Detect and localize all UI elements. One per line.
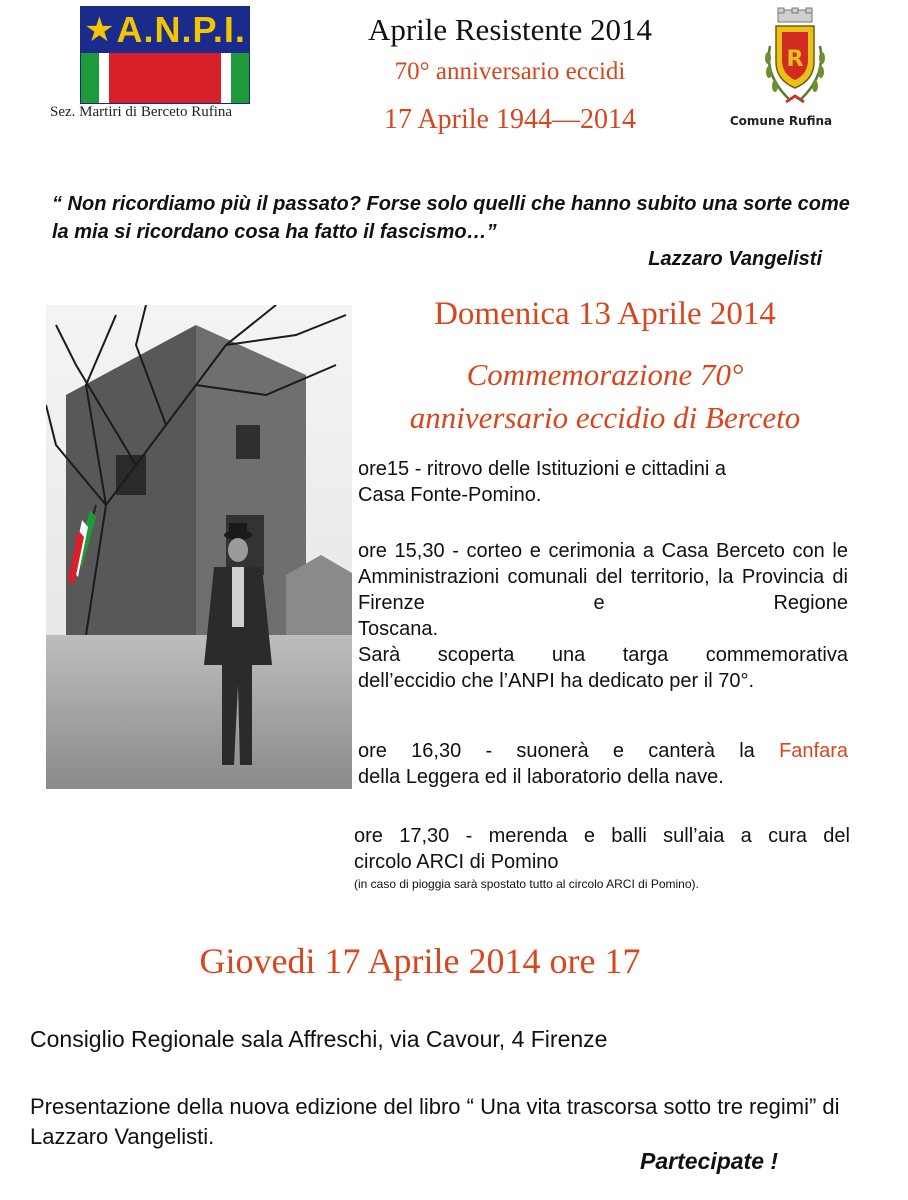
quote-author: Lazzaro Vangelisti: [648, 248, 822, 270]
event2-presentation: Presentazione della nuova edizione del libro “ Una vita trascorsa sotto tre regimi” di Lazzaro Vangelisti.: [30, 1094, 840, 1149]
page-title: Aprile Resistente 2014: [367, 12, 653, 47]
flag-stripes: [81, 53, 249, 103]
schedule-item-1: ore15 - ritrovo delle Istituzioni e cittadini a Casa Fonte-Pomino.: [358, 458, 726, 506]
anpi-logo: [80, 6, 250, 104]
quote-text: “ Non ricordiamo più il passato? Forse solo quelli che hanno subito una sorte come la mia si ricordano cosa ha fatto il fascismo…”: [52, 193, 850, 243]
event2-venue: Consiglio Regionale sala Affreschi, via Cavour, 4 Firenze: [30, 1026, 608, 1052]
fanfara-highlight: Fanfara: [779, 740, 848, 762]
historic-photo: [46, 305, 352, 789]
anpi-section-caption: Sez. Martiri di Berceto Rufina: [50, 104, 233, 120]
schedule-item-4: ore 17,30 - merenda e balli sull’aia a cura del circolo ARCI di Pomino: [354, 825, 850, 873]
event1-title-line1: Commemorazione 70°: [466, 357, 744, 392]
page-dates: 17 Aprile 1944—2014: [384, 104, 636, 135]
closing-call: Partecipate !: [640, 1148, 779, 1174]
event2-date: Giovedi 17 Aprile 2014 ore 17: [199, 941, 641, 981]
page-subtitle: 70° anniversario eccidi: [394, 58, 626, 85]
svg-text:R: R: [786, 47, 804, 72]
event1-title-line2: anniversario eccidio di Berceto: [409, 400, 801, 435]
coat-of-arms-icon: [760, 6, 830, 110]
rain-note: (in caso di pioggia sarà spostato tutto al circolo ARCI di Pomino).: [354, 877, 699, 891]
anpi-logo-text: A.N.P.I.: [116, 9, 246, 50]
comune-caption: Comune Rufina: [729, 114, 833, 128]
schedule-item-2: ore 15,30 - corteo e cerimonia a Casa Berceto con le Amministrazioni comunali del territorio, la Provincia di Firenze e Regione Toscana. Sarà scoperta una targa commemorativa dell’eccidio che l’ANPI ha dedicato per il 70°.: [358, 540, 848, 692]
event1-date: Domenica 13 Aprile 2014: [434, 296, 776, 332]
star-icon: ★: [84, 10, 115, 50]
schedule-item-3: ore 16,30 - suonerà e canterà la Fanfara della Leggera ed il laboratorio della nave.: [358, 740, 848, 788]
